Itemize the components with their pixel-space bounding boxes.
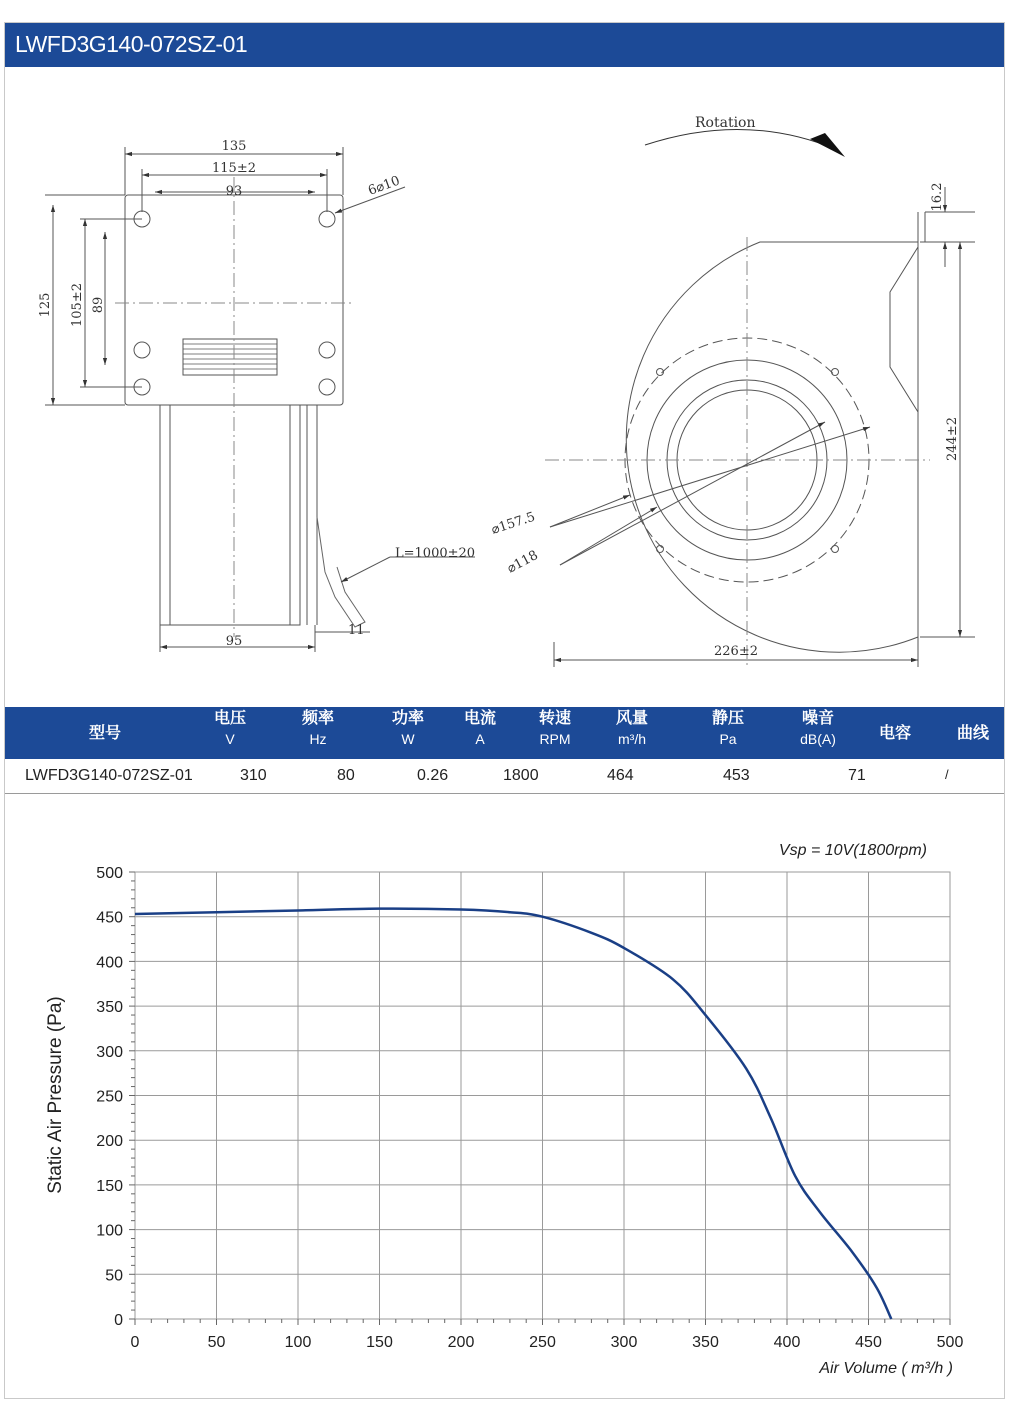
dim-diameter-inner: ⌀118 [504, 547, 541, 577]
x-tick-label: 400 [773, 1334, 801, 1351]
x-tick-label: 350 [692, 1334, 719, 1351]
chart-axes [96, 865, 963, 1351]
dim-height: 244±2 [945, 417, 960, 461]
cell-voltage: 310 [240, 767, 267, 784]
dim-cable-offset: 11 [348, 623, 365, 638]
x-tick-label: 250 [529, 1334, 556, 1351]
header-static-pressure: 静压 Pa [711, 708, 744, 747]
x-tick-label: 100 [284, 1334, 312, 1351]
dim-hole-spacing-v: 105±2 [70, 283, 85, 327]
side-housing [626, 242, 918, 652]
header-voltage: 电压 V [213, 708, 246, 747]
x-tick-label: 50 [207, 1334, 226, 1351]
y-tick-label: 500 [96, 865, 123, 882]
header-airflow: 风量 m³/h [615, 708, 648, 747]
title-bar [5, 23, 1004, 67]
x-axis-label: Air Volume ( m³/h ) [819, 1360, 953, 1377]
cell-model: LWFD3G140-072SZ-01 [25, 767, 193, 784]
dim-inner-height: 89 [91, 296, 106, 314]
x-tick-label: 0 [130, 1334, 140, 1351]
mount-hole [134, 342, 150, 358]
header-frequency: 频率 Hz [301, 708, 334, 747]
header-speed: 转速 RPM [538, 708, 571, 747]
cell-static-pressure: 453 [723, 767, 750, 784]
spec-table-header [5, 707, 1004, 759]
y-tick-label: 0 [114, 1312, 123, 1329]
y-tick-label: 300 [96, 1043, 123, 1061]
dim-width-total: 135 [221, 139, 247, 154]
x-tick-label: 300 [610, 1334, 638, 1351]
x-tick-label: 150 [366, 1334, 393, 1351]
dim-inner-width: 93 [225, 184, 243, 199]
chart-series [135, 909, 891, 1319]
header-noise: 噪音 dB(A) [800, 708, 836, 747]
header-curve: 曲线 [956, 723, 989, 742]
header-model: 型号 [88, 723, 121, 742]
x-tick-label: 450 [855, 1334, 882, 1351]
spec-table-row [5, 759, 1004, 794]
cell-power: 0.26 [417, 767, 449, 784]
dim-width: 226±2 [714, 644, 758, 659]
rotation-label: Rotation [695, 115, 756, 131]
dim-diameter-outer: ⌀157.5 [489, 509, 538, 538]
technical-drawing [5, 67, 1004, 707]
dim-hole-spacing-h: 115±2 [212, 161, 256, 176]
y-axis-label: Static Air Pressure (Pa) [45, 996, 66, 1194]
y-tick-label: 400 [96, 954, 123, 972]
mount-hole [319, 379, 335, 395]
y-tick-label: 350 [96, 999, 123, 1017]
chart-grid [135, 872, 950, 1319]
mount-hole [319, 342, 335, 358]
dim-outlet-depth: 16.2 [930, 182, 945, 212]
mount-hole [319, 211, 335, 227]
chart-annotation: Vsp = 10V(1800rpm) [778, 842, 927, 859]
dim-body-width: 95 [225, 634, 243, 649]
y-tick-label: 250 [96, 1088, 123, 1106]
cell-airflow: 464 [607, 767, 634, 784]
cell-noise: 71 [848, 767, 866, 784]
y-tick-label: 150 [96, 1177, 123, 1195]
cell-speed: 1800 [503, 767, 539, 784]
header-power: 功率 W [391, 708, 424, 747]
y-tick-label: 200 [96, 1133, 123, 1151]
y-tick-label: 450 [96, 909, 123, 927]
dim-holes: 6⌀10 [366, 173, 403, 199]
performance-chart [5, 795, 1004, 1395]
y-tick-label: 50 [105, 1267, 123, 1285]
pressure-curve [135, 909, 891, 1319]
cell-curve: / [945, 767, 949, 782]
x-tick-label: 200 [447, 1334, 475, 1351]
cell-frequency: 80 [337, 767, 355, 784]
x-tick-label: 500 [936, 1334, 964, 1351]
header-current: 电流 A [463, 708, 496, 747]
page-title: LWFD3G140-072SZ-01 [15, 31, 248, 57]
dim-height-total: 125 [38, 292, 53, 318]
y-tick-label: 100 [96, 1222, 123, 1240]
dim-cable-length: L=1000±20 [395, 546, 476, 561]
header-capacitor: 电容 [878, 723, 911, 742]
